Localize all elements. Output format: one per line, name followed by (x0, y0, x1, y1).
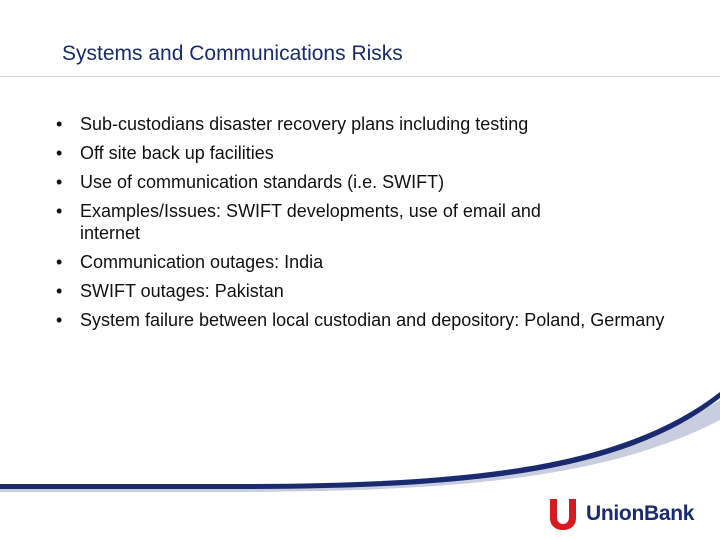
bullet-item (56, 171, 656, 193)
bullet-icon: • (56, 281, 63, 301)
bullet-icon: • (56, 201, 63, 221)
title-divider (0, 76, 720, 77)
bullet-text: Sub-custodians disaster recovery plans including testing (80, 114, 529, 134)
bullet-text: System failure between local custodian and depository: Poland, Germany (80, 310, 665, 330)
bullet-text: Communication outages: India (80, 252, 324, 272)
bullet-text: Examples/Issues: SWIFT developments, use of email and internet (80, 201, 541, 243)
bullet-icon: • (56, 310, 63, 330)
logo-text: UnionBank (586, 502, 695, 525)
union-bank-logo (548, 494, 694, 534)
bullet-icon: • (56, 143, 63, 163)
bullet-item (56, 113, 656, 135)
union-bank-u-icon (548, 497, 578, 531)
bullet-list (56, 113, 665, 338)
bullet-icon: • (56, 172, 63, 192)
bullet-icon: • (56, 252, 63, 272)
bullet-item (56, 142, 656, 164)
bullet-text: SWIFT outages: Pakistan (80, 281, 284, 301)
bullet-text: Off site back up facilities (80, 143, 274, 163)
bullet-item (56, 280, 656, 302)
bullet-item (56, 251, 656, 273)
bullet-icon: • (56, 114, 63, 134)
bullet-item (56, 200, 600, 244)
bullet-item (56, 309, 670, 331)
bullet-text: Use of communication standards (i.e. SWIFT) (80, 172, 445, 192)
slide-title: Systems and Communications Risks (62, 42, 403, 65)
